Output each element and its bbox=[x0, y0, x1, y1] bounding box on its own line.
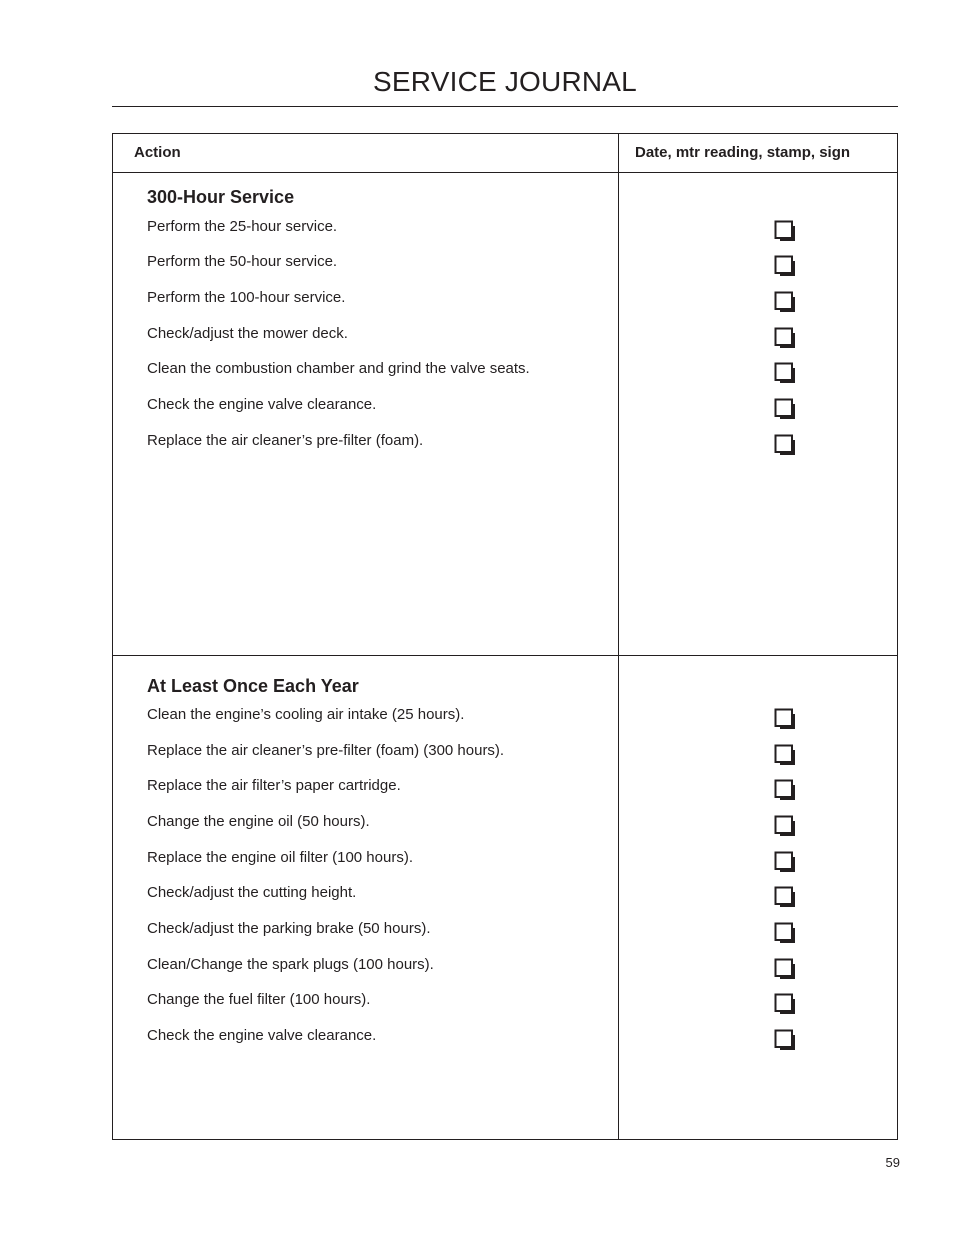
action-text: Replace the air filter’s paper cartridge. bbox=[147, 777, 401, 794]
checkbox-icon[interactable] bbox=[774, 398, 796, 420]
checkbox-icon[interactable] bbox=[774, 362, 796, 384]
checkbox-icon[interactable] bbox=[774, 708, 796, 730]
action-text: Clean the engine’s cooling air intake (25 hours). bbox=[147, 706, 465, 723]
action-text: Check the engine valve clearance. bbox=[147, 396, 377, 413]
action-text: Perform the 100-hour service. bbox=[147, 289, 346, 306]
checkbox-icon[interactable] bbox=[774, 993, 796, 1015]
checkbox-icon[interactable] bbox=[774, 958, 796, 980]
section-divider bbox=[113, 655, 897, 656]
action-text: Check/adjust the cutting height. bbox=[147, 884, 357, 901]
header-date-mtr-stamp-sign: Date, mtr reading, stamp, sign bbox=[635, 144, 851, 161]
action-text: Clean/Change the spark plugs (100 hours). bbox=[147, 956, 434, 973]
action-text: Change the fuel filter (100 hours). bbox=[147, 991, 371, 1008]
journal-row bbox=[113, 849, 897, 885]
action-text: Check the engine valve clearance. bbox=[147, 1027, 377, 1044]
journal-row bbox=[113, 920, 897, 956]
action-text: Perform the 50-hour service. bbox=[147, 253, 338, 270]
checkbox-icon[interactable] bbox=[774, 255, 796, 277]
action-text: Change the engine oil (50 hours). bbox=[147, 813, 370, 830]
journal-row bbox=[113, 1027, 897, 1063]
journal-row bbox=[113, 253, 897, 289]
header-action: Action bbox=[134, 144, 181, 161]
journal-row bbox=[113, 813, 897, 849]
checkbox-icon[interactable] bbox=[774, 291, 796, 313]
action-text: Perform the 25-hour service. bbox=[147, 218, 338, 235]
checkbox-icon[interactable] bbox=[774, 922, 796, 944]
journal-row bbox=[113, 396, 897, 432]
journal-row bbox=[113, 289, 897, 325]
checkbox-icon[interactable] bbox=[774, 434, 796, 456]
section-title: 300-Hour Service bbox=[147, 187, 295, 207]
journal-row bbox=[113, 360, 897, 396]
page-title: SERVICE JOURNAL bbox=[373, 66, 637, 97]
action-text: Clean the combustion chamber and grind the valve seats. bbox=[147, 360, 530, 377]
checkbox-icon[interactable] bbox=[774, 851, 796, 873]
checkbox-icon[interactable] bbox=[774, 886, 796, 908]
section-title: At Least Once Each Year bbox=[147, 676, 359, 696]
table-header-row bbox=[113, 134, 897, 173]
checkbox-icon[interactable] bbox=[774, 1029, 796, 1051]
checkbox-icon[interactable] bbox=[774, 779, 796, 801]
action-text: Check/adjust the mower deck. bbox=[147, 325, 348, 342]
page-number: 59 bbox=[885, 1155, 900, 1170]
journal-row bbox=[113, 706, 897, 742]
checkbox-icon[interactable] bbox=[774, 220, 796, 242]
journal-row bbox=[113, 325, 897, 361]
journal-row bbox=[113, 742, 897, 778]
checkbox-icon[interactable] bbox=[774, 744, 796, 766]
checkbox-icon[interactable] bbox=[774, 815, 796, 837]
journal-row bbox=[113, 777, 897, 813]
action-text: Replace the air cleaner’s pre-filter (foam). bbox=[147, 432, 424, 449]
title-rule bbox=[112, 106, 898, 107]
service-journal-table bbox=[112, 133, 898, 1140]
journal-row bbox=[113, 432, 897, 468]
action-text: Check/adjust the parking brake (50 hours). bbox=[147, 920, 431, 937]
journal-row bbox=[113, 991, 897, 1027]
action-text: Replace the air cleaner’s pre-filter (foam) (300 hours). bbox=[147, 742, 505, 759]
journal-row bbox=[113, 956, 897, 992]
journal-row bbox=[113, 218, 897, 254]
journal-row bbox=[113, 884, 897, 920]
checkbox-icon[interactable] bbox=[774, 327, 796, 349]
action-text: Replace the engine oil filter (100 hours). bbox=[147, 849, 413, 866]
